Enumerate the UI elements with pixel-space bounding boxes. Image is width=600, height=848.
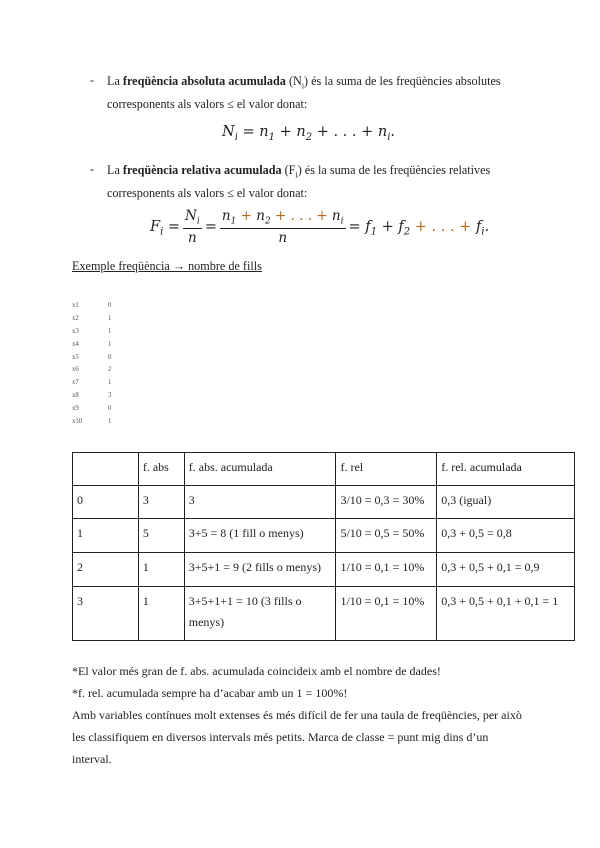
- bullet-2-line-1: [107, 162, 490, 183]
- table-row: [73, 486, 575, 519]
- table-cell: 0,3 + 0,5 + 0,1 + 0,1 = 1: [437, 587, 575, 641]
- table-cell: 1: [73, 519, 139, 553]
- bullet-2-pre: La: [107, 163, 123, 177]
- bullet-dash-2: -: [90, 162, 95, 176]
- bullet-1-pre: La: [107, 74, 123, 88]
- table-cell: 2: [73, 553, 139, 587]
- table-cell: 1: [138, 553, 184, 587]
- data-row: [72, 390, 132, 403]
- table-cell: 3+5+1+1 = 10 (3 fills o menys): [184, 587, 336, 641]
- bullet-2-line-2: corresponents als valors ≤ el valor donat:: [107, 186, 308, 200]
- table-row: [73, 519, 575, 553]
- bullet-1-line-1: [107, 73, 501, 94]
- table-cell: 3/10 = 0,3 = 30%: [336, 486, 437, 519]
- table-cell: 3: [73, 587, 139, 641]
- data-row: [72, 339, 132, 352]
- table-cell: 3+5+1 = 9 (2 fills o menys): [184, 553, 336, 587]
- bullet-dash-1: -: [90, 73, 95, 87]
- data-value: 0: [108, 405, 112, 413]
- table-cell: 0,3 + 0,5 = 0,8: [437, 519, 575, 553]
- header-cell: f. abs: [138, 453, 184, 486]
- data-value: 1: [108, 314, 112, 322]
- table-cell: 1/10 = 0,1 = 10%: [336, 553, 437, 587]
- table-cell: 3: [138, 486, 184, 519]
- data-value: 1: [108, 340, 112, 348]
- header-cell: f. abs. acumulada: [184, 453, 336, 486]
- data-value: 0: [108, 302, 112, 309]
- data-key: x2: [72, 314, 79, 322]
- data-row: [72, 326, 132, 339]
- notes: [72, 660, 528, 770]
- data-value: 1: [108, 379, 112, 387]
- data-key: x7: [72, 379, 79, 387]
- header-cell: [73, 453, 139, 486]
- table-header-row: [73, 453, 575, 486]
- data-row: [72, 377, 132, 390]
- data-row: [72, 352, 132, 365]
- table-cell: 0: [73, 486, 139, 519]
- bullet-2-sub: i: [295, 170, 298, 180]
- data-key: x3: [72, 327, 79, 335]
- note-line: Amb variables contínues molt extenses és més difícil de fer una taula de freqüències, per això: [72, 708, 522, 722]
- bullet-2-term: freqüència relativa acumulada: [122, 163, 282, 177]
- table-cell: 0,3 (igual): [437, 486, 575, 519]
- bullet-2-symbol: (F: [281, 163, 296, 177]
- data-key: x9: [72, 405, 79, 413]
- data-value: 2: [108, 366, 112, 374]
- data-key: x4: [72, 340, 79, 348]
- data-key: x6: [72, 366, 79, 374]
- data-row: [72, 364, 132, 377]
- header-cell: f. rel: [336, 453, 437, 486]
- table-row: [73, 553, 575, 587]
- note-line: *f. rel. acumulada sempre ha d’acabar amb un 1 = 100%!: [72, 686, 348, 700]
- table-row: [73, 587, 575, 641]
- header-cell: f. rel. acumulada: [437, 453, 575, 486]
- data-row: [72, 416, 132, 429]
- example-heading: Exemple freqüència → nombre de fills: [72, 259, 262, 273]
- data-value: 3: [108, 392, 112, 400]
- note-line: les classifiquem en diversos intervals més petits. Marca de classe = punt mig dins d’un: [72, 730, 489, 744]
- data-value: 1: [108, 418, 112, 426]
- table-cell: 3+5 = 8 (1 fill o menys): [184, 519, 336, 553]
- data-row: [72, 300, 132, 313]
- bullet-2-rest: ) és la suma de les freqüències relatives: [297, 163, 491, 177]
- data-row: [72, 313, 132, 326]
- bullet-1-symbol: (N: [285, 74, 302, 88]
- table-cell: 0,3 + 0,5 + 0,1 = 0,9: [437, 553, 575, 587]
- data-value: 0: [108, 353, 112, 361]
- data-key: x8: [72, 392, 79, 400]
- formula-relative-cumulative: $F_i$ = $\frac{N_i}{n}$ = $\frac{n_1 + n_2 + . . . + n_i}{n}$ = $f_1 + f_2$ + . . . + $f_i$.: [150, 208, 490, 246]
- note-line: interval.: [72, 752, 112, 766]
- table-cell: 5: [138, 519, 184, 553]
- formula-absolute-cumulative: $N_i = n_1 + n_2$ + . . . + $n_i$.: [222, 124, 396, 143]
- data-row: [72, 403, 132, 416]
- data-value: 1: [108, 327, 112, 335]
- data-key: x1: [72, 302, 79, 309]
- note-line: *El valor més gran de f. abs. acumulada coincideix amb el nombre de dades!: [72, 664, 441, 678]
- bullet-1-line-2: corresponents als valors ≤ el valor donat:: [107, 97, 308, 111]
- table-cell: 1/10 = 0,1 = 10%: [336, 587, 437, 641]
- bullet-1-rest: ) és la suma de les freqüències absolutes: [304, 74, 501, 88]
- table-cell: 3: [184, 486, 336, 519]
- table-cell: 5/10 = 0,5 = 50%: [336, 519, 437, 553]
- data-key: x10: [72, 418, 83, 426]
- raw-data-list: [72, 300, 132, 429]
- frequency-table: [72, 452, 575, 641]
- bullet-1-sub: i: [301, 81, 305, 91]
- table-cell: 1: [138, 587, 184, 641]
- bullet-1-term: freqüència absoluta acumulada: [122, 74, 286, 88]
- data-key: x5: [72, 353, 79, 361]
